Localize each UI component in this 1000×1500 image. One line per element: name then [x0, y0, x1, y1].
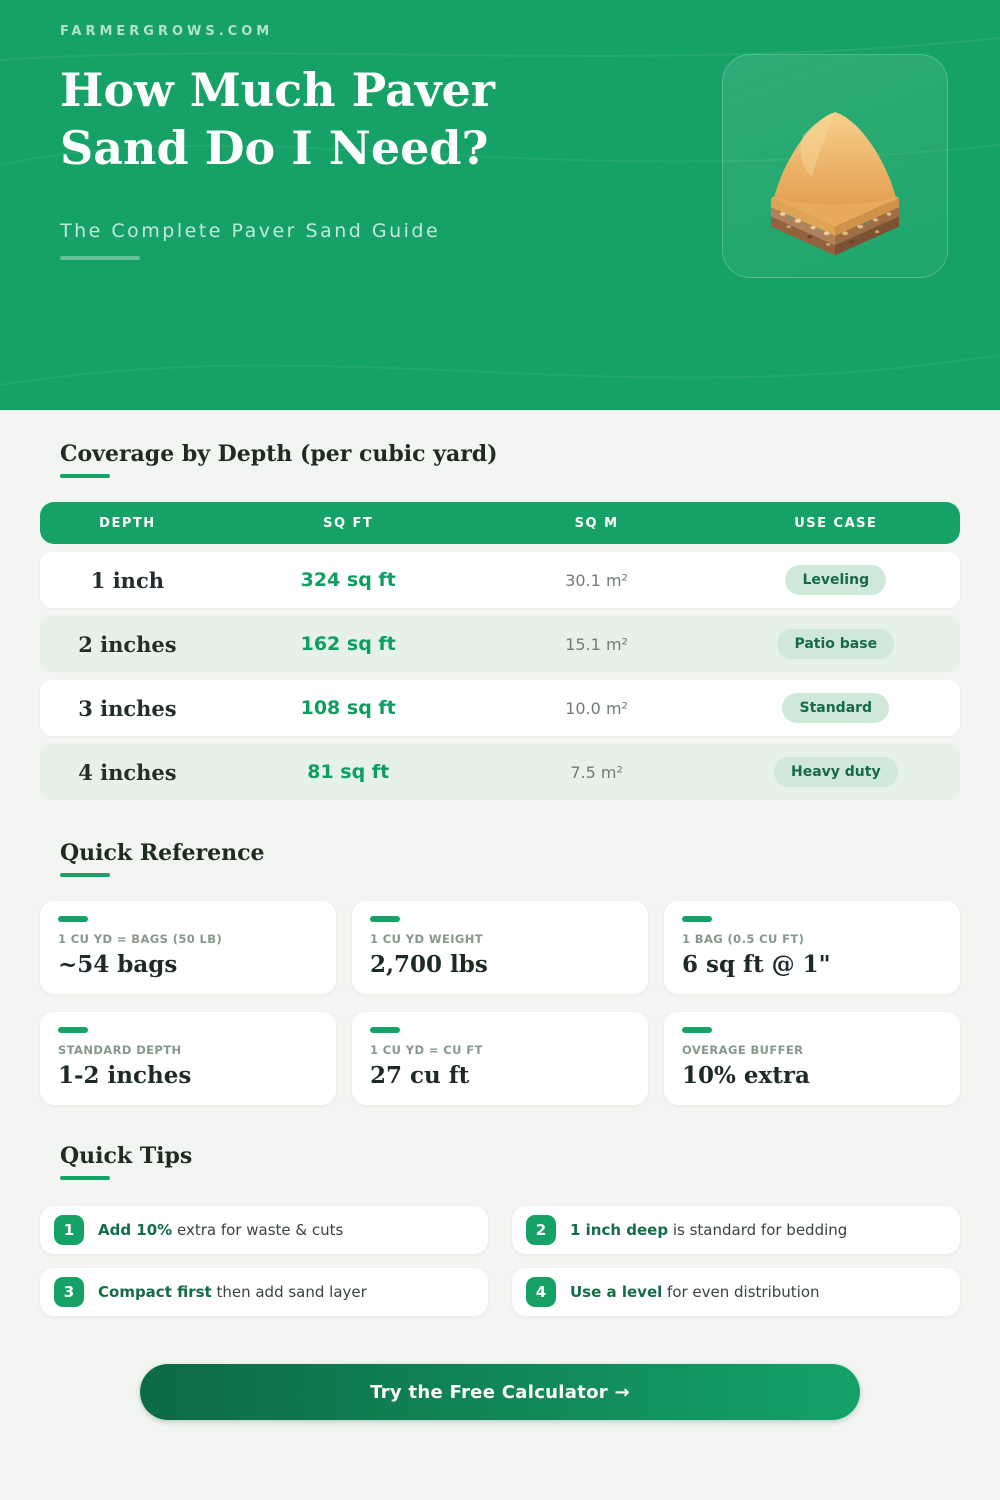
quick-tips-title: Quick Tips: [60, 1105, 960, 1180]
page-title-line2: Sand Do I Need?: [60, 120, 489, 175]
sqm-value: 10.0 m²: [565, 698, 628, 718]
use-case-badge: Standard: [782, 693, 889, 723]
page-title: [60, 62, 495, 178]
reference-value: ~54 bags: [58, 951, 178, 978]
tip-text-bold: Use a level: [570, 1283, 663, 1301]
calculator-cta-button[interactable]: Try the Free Calculator →: [140, 1364, 860, 1420]
tip-text: [570, 1221, 847, 1239]
table-row: [40, 744, 960, 800]
sqm-value: 7.5 m²: [570, 762, 623, 782]
quick-tips-section: [40, 1105, 960, 1316]
table-header-row: [40, 502, 960, 544]
content-area: [0, 410, 1000, 1420]
accent-bar: [682, 916, 712, 922]
reference-value: 1-2 inches: [58, 1062, 192, 1089]
column-header-sqm: SQ M: [574, 515, 619, 531]
sqm-value: 15.1 m²: [565, 634, 628, 654]
reference-card: [664, 901, 960, 994]
tip-item: [40, 1206, 488, 1254]
column-header-sqft: SQ FT: [323, 515, 374, 531]
quick-tips-grid: [40, 1206, 960, 1316]
tip-text-rest: then add sand layer: [211, 1283, 367, 1301]
tip-text: [570, 1283, 820, 1301]
tip-number-badge: 1: [54, 1215, 84, 1245]
brand-text: FARMERGROWS.COM: [60, 24, 274, 39]
tip-text-bold: Add 10%: [98, 1221, 173, 1239]
tip-item: [40, 1268, 488, 1316]
tip-text-rest: extra for waste & cuts: [172, 1221, 344, 1239]
tip-text-rest: is standard for bedding: [668, 1221, 848, 1239]
sand-pile-icon: [748, 75, 922, 257]
reference-card: [40, 1012, 336, 1105]
sqft-value: 108 sq ft: [300, 697, 396, 719]
depth-value: 3 inches: [78, 695, 177, 721]
table-row: [40, 616, 960, 672]
reference-label: STANDARD DEPTH: [58, 1043, 182, 1057]
tip-text-bold: Compact first: [98, 1283, 212, 1301]
coverage-section: [40, 410, 960, 800]
reference-label: OVERAGE BUFFER: [682, 1043, 804, 1057]
use-case-badge: Heavy duty: [774, 757, 898, 787]
reference-card: [352, 1012, 648, 1105]
reference-label: 1 CU YD WEIGHT: [370, 932, 483, 946]
accent-bar: [370, 916, 400, 922]
sand-illustration-card: [722, 54, 948, 278]
reference-label: 1 CU YD = CU FT: [370, 1043, 483, 1057]
use-case-badge: Leveling: [785, 565, 886, 595]
depth-value: 2 inches: [78, 631, 177, 657]
reference-value: 27 cu ft: [370, 1062, 470, 1089]
accent-bar: [58, 1027, 88, 1033]
quick-reference-grid: [40, 901, 960, 1105]
tip-item: [512, 1206, 960, 1254]
column-header-depth: DEPTH: [99, 515, 156, 531]
tip-text: [98, 1283, 367, 1301]
page-title-line1: How Much Paver: [60, 63, 495, 117]
accent-bar: [370, 1027, 400, 1033]
page-subtitle: The Complete Paver Sand Guide: [60, 220, 441, 242]
accent-bar: [58, 916, 88, 922]
table-row: [40, 552, 960, 608]
tip-text: [98, 1221, 343, 1239]
use-case-badge: Patio base: [777, 629, 894, 659]
tip-number-badge: 2: [526, 1215, 556, 1245]
reference-card: [40, 901, 336, 994]
reference-card: [664, 1012, 960, 1105]
reference-value: 2,700 lbs: [370, 951, 488, 978]
subtitle-underline: [60, 256, 140, 260]
quick-reference-title: Quick Reference: [60, 800, 960, 877]
tip-text-bold: 1 inch deep: [570, 1221, 669, 1239]
sqm-value: 30.1 m²: [565, 570, 628, 590]
tip-number-badge: 3: [54, 1277, 84, 1307]
tip-number-badge: 4: [526, 1277, 556, 1307]
reference-label: 1 CU YD = BAGS (50 LB): [58, 932, 223, 946]
depth-value: 4 inches: [78, 759, 177, 785]
reference-value: 6 sq ft @ 1": [682, 951, 831, 978]
column-header-usecase: USE CASE: [794, 515, 878, 531]
accent-bar: [682, 1027, 712, 1033]
tip-item: [512, 1268, 960, 1316]
reference-value: 10% extra: [682, 1062, 810, 1089]
hero-header: [0, 0, 1000, 410]
sqft-value: 81 sq ft: [307, 761, 390, 783]
quick-reference-section: [40, 800, 960, 1105]
coverage-section-title: Coverage by Depth (per cubic yard): [60, 410, 960, 478]
reference-label: 1 BAG (0.5 CU FT): [682, 932, 805, 946]
depth-value: 1 inch: [90, 567, 165, 593]
table-row: [40, 680, 960, 736]
reference-card: [352, 901, 648, 994]
tip-text-rest: for even distribution: [662, 1283, 820, 1301]
sqft-value: 162 sq ft: [300, 633, 396, 655]
sqft-value: 324 sq ft: [300, 569, 396, 591]
